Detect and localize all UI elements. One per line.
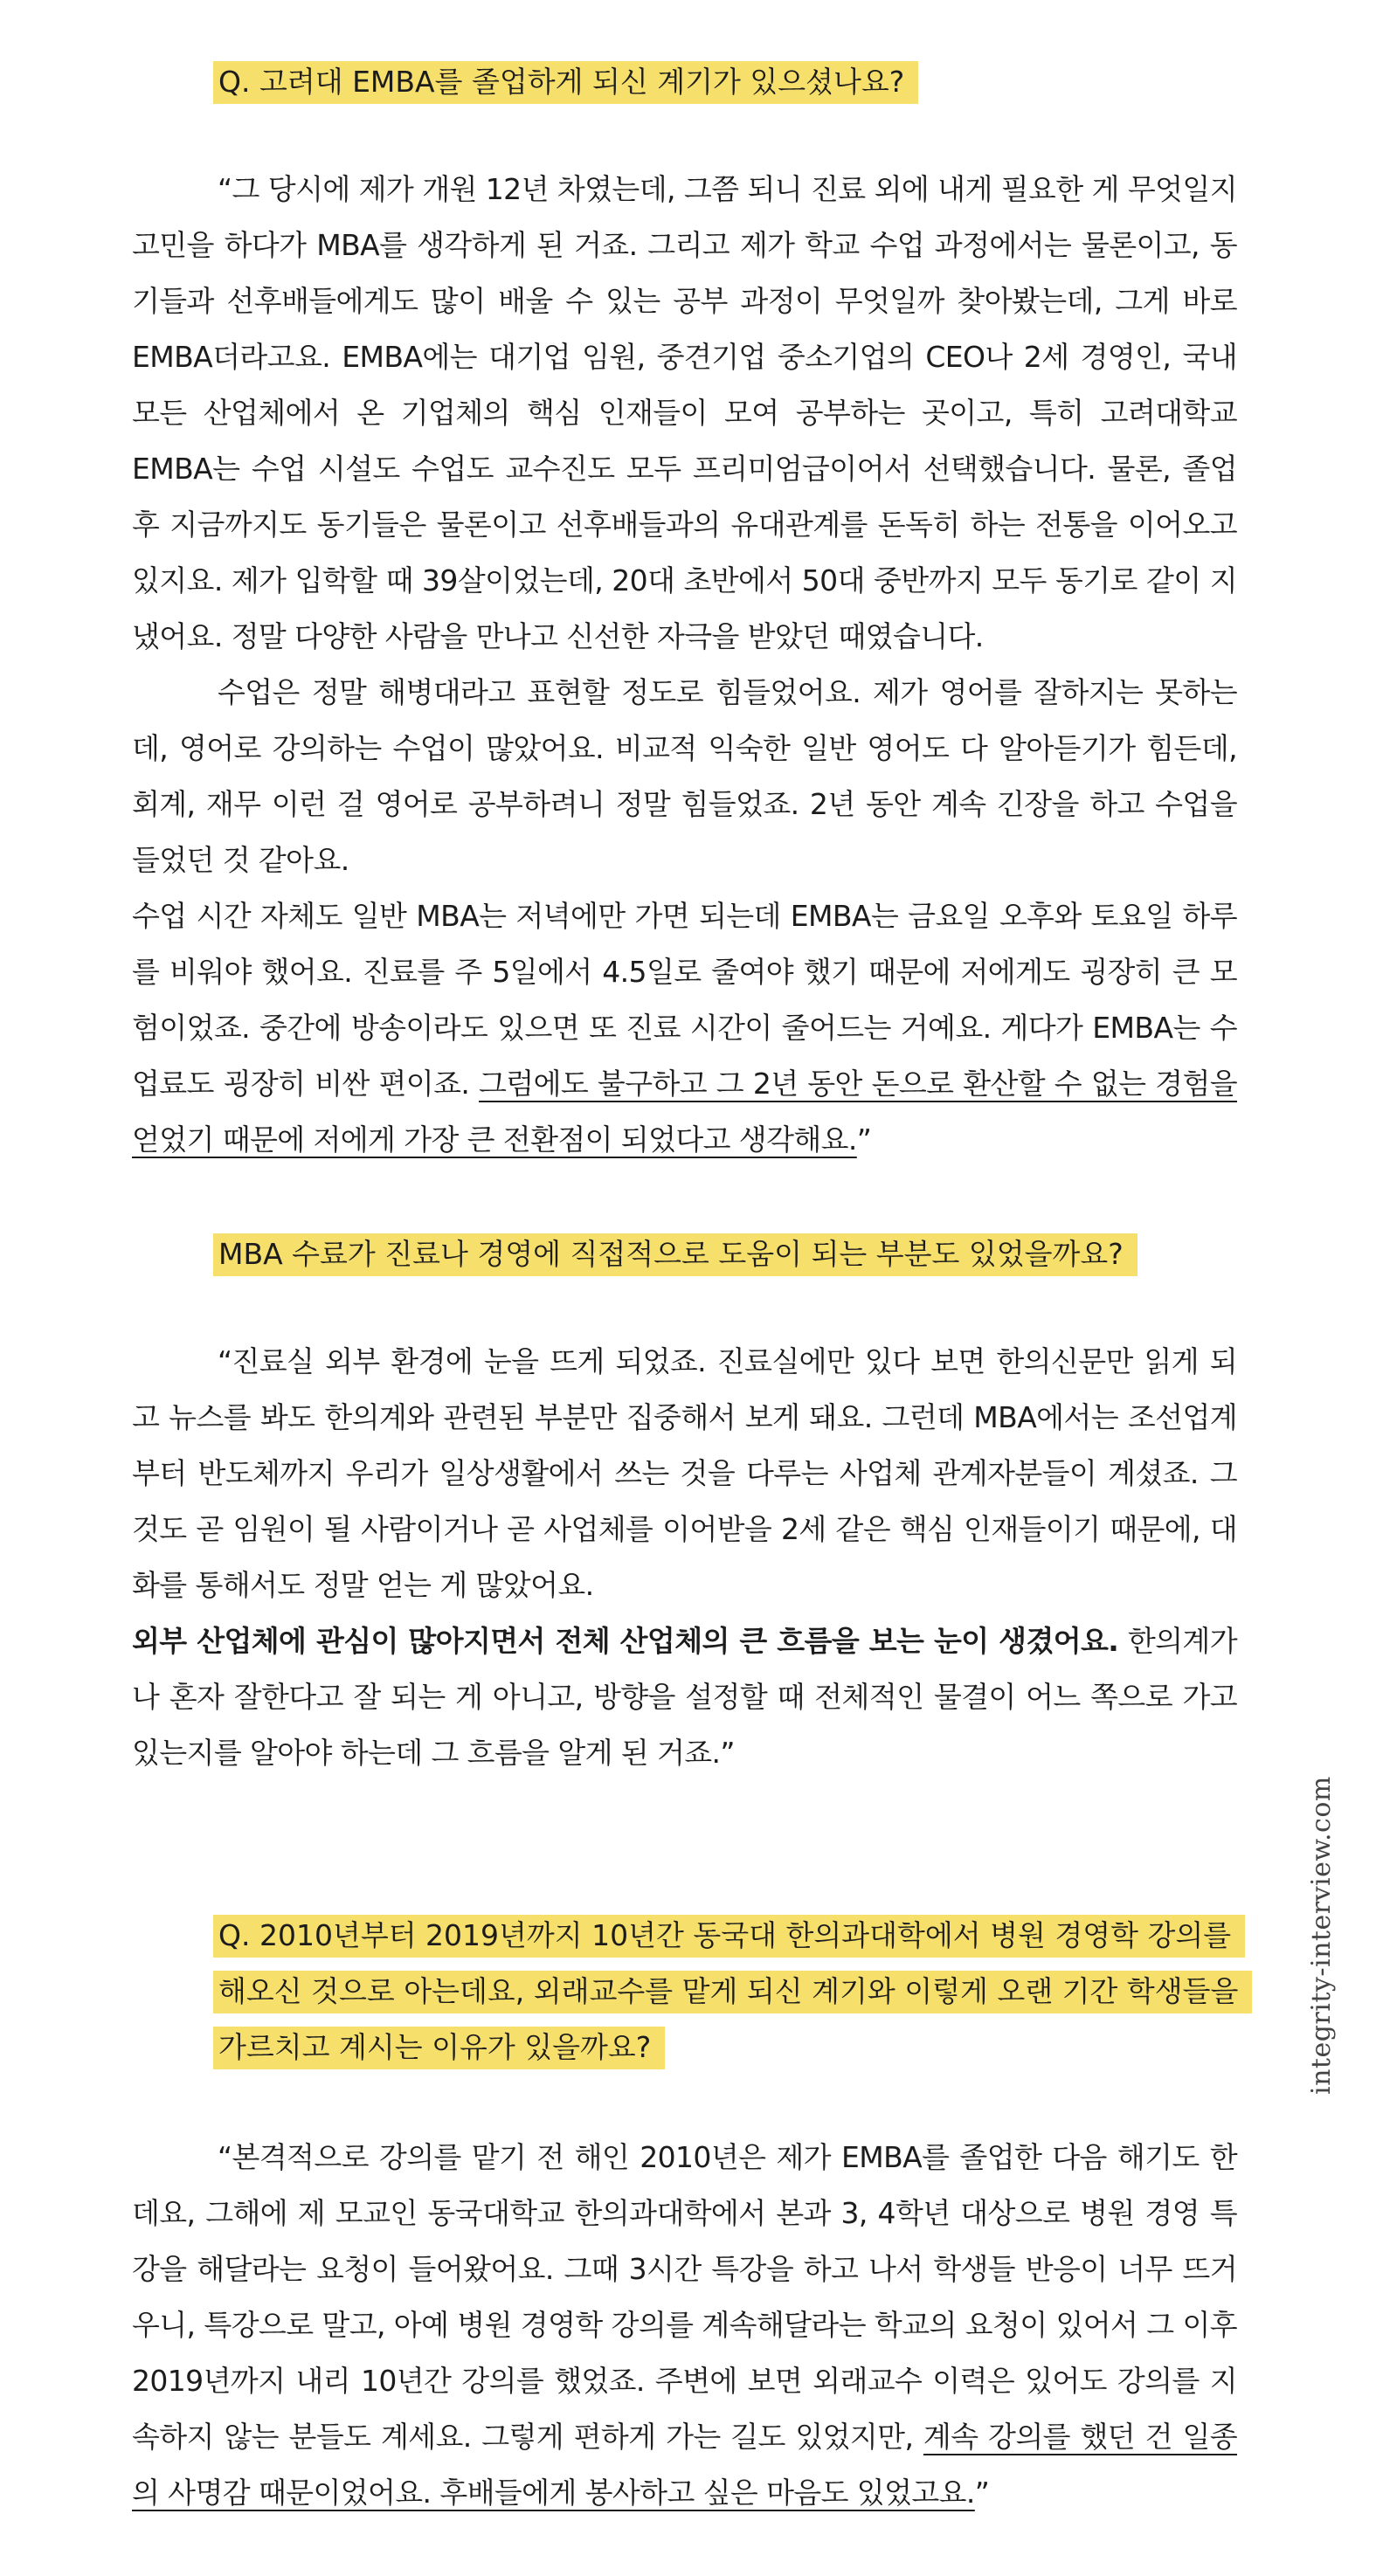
answer-3-underlined-text: 계속 강의를 했던 건 일종의 사명감 때문이었어요. 후배들에게 봉사하고 싶은 마음도 있었고요. bbox=[132, 2420, 1238, 2510]
answer-3-closing-quote: ” bbox=[974, 2476, 990, 2510]
question-3 bbox=[213, 1908, 1240, 2075]
answer-2-bold-text: 외부 산업체에 관심이 많아지면서 전체 산업체의 큰 흐름을 보는 눈이 생겼어요. bbox=[132, 1624, 1119, 1658]
answer-2-paragraph-2 bbox=[132, 1613, 1237, 1781]
answer-2-text-1: “진료실 외부 환경에 눈을 뜨게 되었죠. 진료실에만 있다 보면 한의신문만 읽게 되고 뉴스를 봐도 한의계와 관련된 부분만 집중해서 보게 돼요. 그런데 MBA에서는 조선업계부터 반도체까지 우리가 일상생활에서 쓰는 것을 다루는 사업체 관계자분들이 계셨죠. 그것도 곧 임원이 될 사람이거나 곧 사업체를 이어받을 2세 같은 핵심 인재들이기 때문에, 대화를 통해서도 정말 얻는 게 많았어요. bbox=[132, 1344, 1237, 1602]
question-1-text: Q. 고려대 EMBA를 졸업하게 되신 계기가 있으셨나요? bbox=[213, 61, 918, 104]
answer-1-paragraph-1 bbox=[132, 162, 1237, 665]
site-url-text: integrity-interview.com bbox=[1305, 1775, 1337, 2095]
question-3-text: Q. 2010년부터 2019년까지 10년간 동국대 한의과대학에서 병원 경영학 강의를 해오신 것으로 아는데요, 외래교수를 맡게 되신 계기와 이렇게 오랜 기간 학생들을 가르치고 계시는 이유가 있을까요? bbox=[213, 1915, 1252, 2069]
question-2 bbox=[213, 1226, 1262, 1282]
answer-1-text-3: 수업 시간 자체도 일반 MBA는 저녁에만 가면 되는데 EMBA는 금요일 오후와 토요일 하루를 비워야 했어요. 진료를 주 5일에서 4.5일로 줄여야 했기 때문에 저에게도 굉장히 큰 모험이었죠. 중간에 방송이라도 있으면 또 진료 시간이 줄어드는 거예요. 게다가 EMBA는 수업료도 굉장히 비싼 편이죠. bbox=[132, 899, 1237, 1101]
question-2-text: MBA 수료가 진료나 경영에 직접적으로 도움이 되는 부분도 있었을까요? bbox=[213, 1233, 1137, 1276]
answer-3-text-1: “본격적으로 강의를 맡기 전 해인 2010년은 제가 EMBA를 졸업한 다음 해기도 한데요, 그해에 제 모교인 동국대학교 한의과대학에서 본과 3, 4학년 대상으로 병원 경영 특강을 해달라는 요청이 들어왔어요. 그때 3시간 특강을 하고 나서 학생들 반응이 너무 뜨거우니, 특강으로 말고, 아예 병원 경영학 강의를 계속해달라는 학교의 요청이 있어서 그 이후 2019년까지 내리 10년간 강의를 했었죠. 주변에 보면 외래교수 이력은 있어도 강의를 지속하지 않는 분들도 계세요. 그렇게 편하게 가는 길도 있었지만, bbox=[132, 2140, 1237, 2454]
answer-1-text-1: “그 당시에 제가 개원 12년 차였는데, 그쯤 되니 진료 외에 내게 필요한 게 무엇일지 고민을 하다가 MBA를 생각하게 된 거죠. 그리고 제가 학교 수업 과정에서는 물론이고, 동기들과 선후배들에게도 많이 배울 수 있는 공부 과정이 무엇일까 찾아봤는데, 그게 바로 EMBA더라고요. EMBA에는 대기업 임원, 중견기업 중소기업의 CEO나 2세 경영인, 국내 모든 산업체에서 온 기업체의 핵심 인재들이 모여 공부하는 곳이고, 특히 고려대학교 EMBA는 수업 시설도 수업도 교수진도 모두 프리미엄급이어서 선택했습니다. 물론, 졸업 후 지금까지도 동기들은 물론이고 선후배들과의 유대관계를 돈독히 하는 전통을 이어오고 있지요. 제가 입학할 때 39살이었는데, 20대 초반에서 50대 중반까지 모두 동기로 같이 지냈어요. 정말 다양한 사람을 만나고 신선한 자극을 받았던 때였습니다. bbox=[132, 172, 1237, 653]
answer-1-paragraph-3 bbox=[132, 888, 1237, 1168]
answer-1-closing-quote: ” bbox=[856, 1122, 872, 1157]
answer-1-underlined-text: 그럼에도 불구하고 그 2년 동안 돈으로 환산할 수 없는 경험을 얻었기 때문에 저에게 가장 큰 전환점이 되었다고 생각해요. bbox=[132, 1067, 1238, 1157]
answer-1-paragraph-2 bbox=[132, 665, 1237, 888]
question-1 bbox=[213, 54, 1262, 110]
answer-2-paragraph-1 bbox=[132, 1334, 1237, 1613]
answer-3-paragraph-1 bbox=[132, 2130, 1237, 2521]
answer-1-text-2: 수업은 정말 해병대라고 표현할 정도로 힘들었어요. 제가 영어를 잘하지는 못하는데, 영어로 강의하는 수업이 많았어요. 비교적 익숙한 일반 영어도 다 알아듣기가 힘든데, 회계, 재무 이런 걸 영어로 공부하려니 정말 힘들었죠. 2년 동안 계속 긴장을 하고 수업을 들었던 것 같아요. bbox=[132, 675, 1237, 877]
answer-2-text-2: 한의계가 나 혼자 잘한다고 잘 되는 게 아니고, 방향을 설정할 때 전체적인 물결이 어느 쪽으로 가고 있는지를 알아야 하는데 그 흐름을 알게 된 거죠.” bbox=[132, 1624, 1237, 1770]
